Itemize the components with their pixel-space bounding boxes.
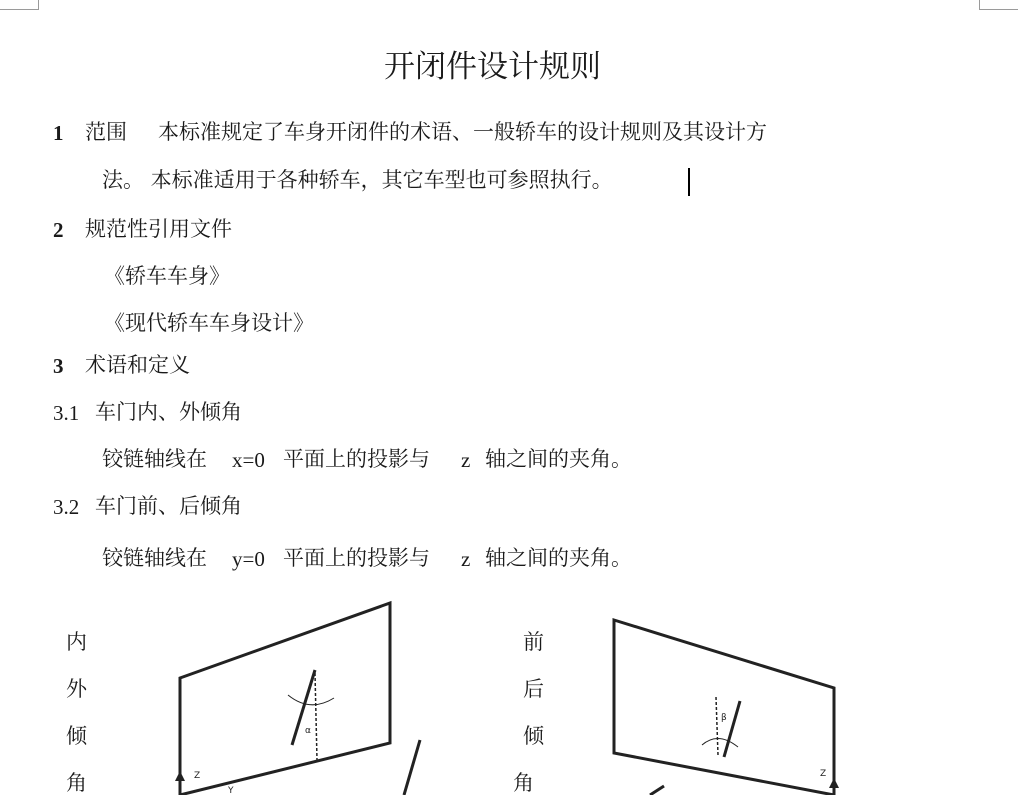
section-3-2-definition-mid: 平面上的投影与 [283,546,430,570]
section-3-1-definition-equation: x=0 [232,448,265,472]
figure-right-inclination-diagram [600,605,850,795]
section-3-2-definition-pre: 铰链轴线在 [102,546,207,570]
section-3-1-definition-axis: z [461,448,471,472]
section-3-2-definition-post: 轴之间的夹角。 [485,546,632,570]
figure-left-angle-arc [288,695,334,705]
reference-item: 《轿车车身》 [104,264,230,288]
section-1-text-line2: 法。 本标准适用于各种轿车，其它车型也可参照执行。 [102,168,613,192]
figure-left-angle-label: α [305,726,311,736]
figure-right-plane [614,620,834,795]
crop-mark-top-right [979,0,1018,10]
figure-left-caption-char: 倾 [66,724,87,748]
figure-right-caption-char: 后 [523,677,544,701]
section-1-text-line1: 本标准规定了车身开闭件的术语、一般轿车的设计规则及其设计方 [158,120,767,144]
figure-left-axis-y-label: Y [228,786,234,795]
section-2-heading: 规范性引用文件 [85,217,232,241]
section-3-1-heading: 车门内、外倾角 [95,400,242,424]
section-3-2-definition-axis: z [461,547,471,571]
figure-left-hinge-axis [292,670,315,745]
figure-left-caption-char: 外 [66,677,87,701]
figure-right-axis-z-label: Z [820,769,827,779]
text-cursor [688,168,690,196]
document-title: 开闭件设计规则 [384,49,601,85]
figure-left-caption-char: 角 [66,771,87,795]
figure-left-plane [180,603,390,795]
section-3-2-definition-equation: y=0 [232,547,265,571]
figure-right-caption-char: 倾 [523,724,544,748]
section-3-1-definition-pre: 铰链轴线在 [102,447,207,471]
figure-right-caption-char: 前 [523,630,544,654]
figure-right-angle-label: β [721,713,727,723]
figure-right-caption-char: 角 [513,771,534,795]
section-3-1-number: 3.1 [53,401,80,425]
section-3-2-heading: 车门前、后倾角 [95,494,242,518]
reference-item: 《现代轿车车身设计》 [104,311,314,335]
section-3-number: 3 [53,354,64,378]
section-1-number: 1 [53,121,64,145]
figure-left-door-edge [404,740,420,795]
figure-left-caption-char: 内 [66,630,87,654]
section-3-1-definition-post: 轴之间的夹角。 [485,447,632,471]
section-3-2-number: 3.2 [53,495,80,519]
section-2-number: 2 [53,218,64,242]
figure-right-hinge-axis [724,701,740,757]
section-3-1-definition-mid: 平面上的投影与 [283,447,430,471]
figure-right-z-axis-arrow [829,778,839,788]
section-1-heading: 范围 [85,120,127,144]
figure-left-inclination-diagram [160,595,440,795]
figure-left-z-reference-line [315,673,317,760]
figure-right-door-edge [650,786,664,795]
figure-right-z-reference-line [716,697,718,755]
section-3-heading: 术语和定义 [85,353,190,377]
figure-left-axis-z-label: Z [194,771,201,781]
crop-mark-top-left [0,0,39,10]
figure-right-angle-arc [702,738,738,747]
figure-left-z-axis-arrow [175,771,185,781]
